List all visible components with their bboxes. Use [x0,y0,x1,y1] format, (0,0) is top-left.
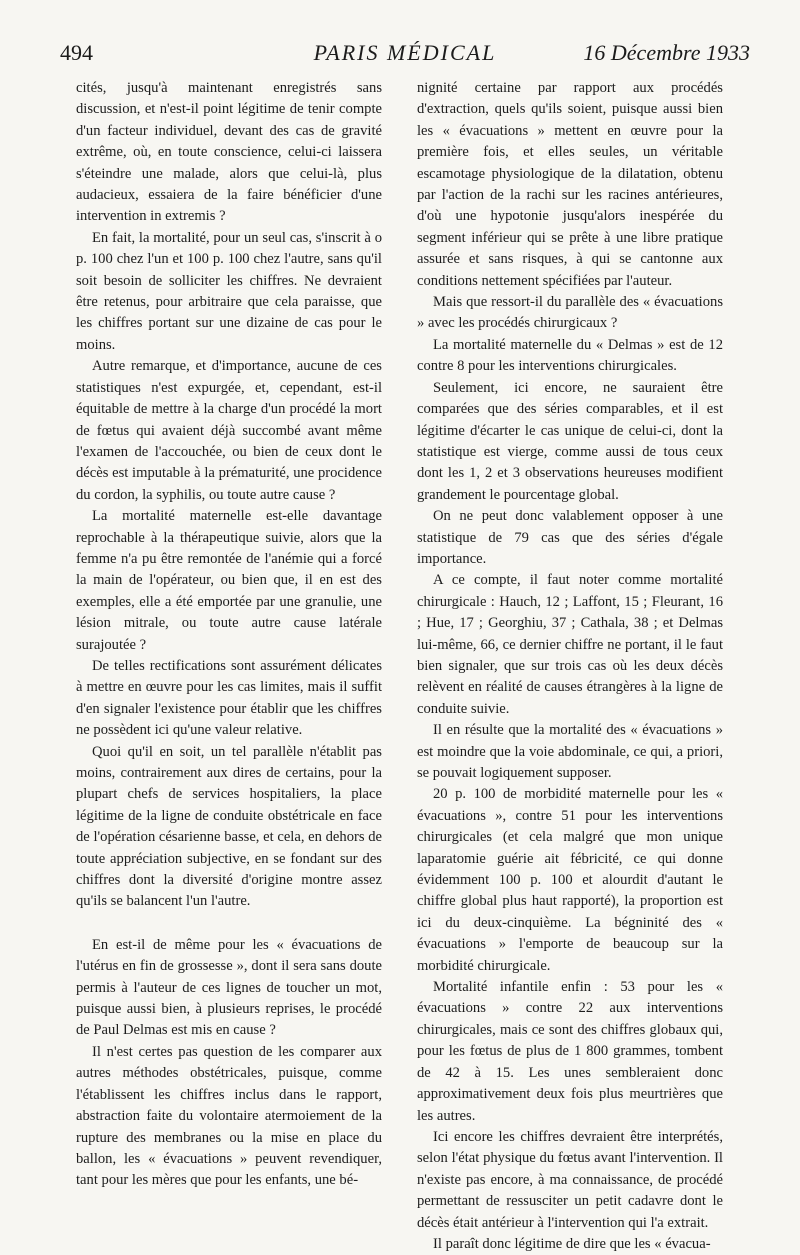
paragraph: Il en résulte que la mortalité des « évacuations » est moindre que la voie abdominale, ce qui, a priori, se pouvait logiquement supposer. [417,722,723,781]
paragraph: Il n'est certes pas question de les comparer aux autres méthodes obstétricales, puisque, comme l'établissent les chiffres inclus dans le rapport, abstraction faite du volontaire atermoiement de la rupture des membranes ou la mise en place du ballon, les « évacuations » peuvent revendiquer, tant pour les mères que pour les enfants, une bé- [76,1043,382,1189]
paragraph: Mais que ressort-il du parallèle des « évacuations » avec les procédés chirurgicaux ? [417,294,723,332]
paragraph: La mortalité maternelle du « Delmas » est de 12 contre 8 pour les interventions chirurgicales. [417,336,723,375]
paragraph: Autre remarque, et d'importance, aucune de ces statistiques n'est expurgée, et, cependant, est-il équitable de mettre à la charge d'un procédé la mort de fœtus qui avaient déjà succombé avant même l'examen de l'accouchée, ou bien de ceux dont le décès est imputable à la prématurité, une procidence du cordon, la syphilis, ou toute autre cause ? [76,358,382,503]
paragraph: 20 p. 100 de morbidité maternelle pour les « évacuations », contre 51 pour les interventions chirurgicales (et cela malgré que mon unique laparatomie guérie ait fébricité, ce qui donne évidemment 100 p. 100 et alourdit d'autant le chiffre global plus haut rapporté), la proportion est ici du deux-cinquième. La bégninité des « évacuations » l'emporte de beaucoup sur la morbidité chirurgicale. [417,786,723,974]
paragraph: De telles rectifications sont assurément délicates à mettre en œuvre pour les cas limites, mais il suffit d'en signaler l'existence pour établir que les chiffres ne possèdent ici qu'une valeur relative. [76,657,382,739]
paragraph: Ici encore les chiffres devraient être interprétés, selon l'état physique du fœtus avant l'intervention. Il n'existe pas encore, à ma connaissance, de procédé permettant de ressusciter un petit cadavre dont le décès était antérieur à l'intervention qui l'a extrait. [417,1128,723,1231]
paragraph: cités, jusqu'à maintenant enregistrés sans discussion, et n'est-il point légitime de tenir compte d'un facteur individuel, devant des cas de gravité extrême, où, en toute conscience, celui-ci laissera s'éteindre une malade, alors que celui-là, plus audacieux, essaiera de la faire bénéficier d'une intervention in extremis ? [76,80,382,225]
right-column [417,78,723,1255]
paragraph: Quoi qu'il en soit, un tel parallèle n'établit pas moins, contrairement aux dires de certains, pour la plupart chefs de services hospitaliers, la place légitime de la ligne de conduite obstétricale en face de l'opération césarienne basse, et cela, en dehors de toute appréciation subjective, en se fondant sur des chiffres dont la diversité d'origine montre assez qu'ils se balancent l'un l'autre. [76,743,382,910]
paragraph: A ce compte, il faut noter comme mortalité chirurgicale : Hauch, 12 ; Laffont, 15 ; Fleurant, 16 ; Hue, 17 ; Georghiu, 37 ; Cathala, 38 ; et Delmas lui-même, 66, ce dernier chiffre ne portant, il le faut bien signaler, que sur trois cas où les deux décès relèvent en réalité de causes étrangères à la ligne de conduite suivie. [417,572,723,717]
paragraph: En est-il de même pour les « évacuations de l'utérus en fin de grossesse », dont il sera sans doute permis à l'auteur de ces lignes de toucher un mot, puisque aussi bien, à plusieurs reprises, le procédé de Paul Delmas est mis en cause ? [76,936,382,1039]
page-number: 494 [60,40,93,65]
paragraph: En fait, la mortalité, pour un seul cas, s'inscrit à o p. 100 chez l'un et 100 p. 100 chez l'autre, sans qu'il soit besoin de solliciter les chiffres. Ne devraient être retenus, pour arbitraire que cela paraisse, que les chiffres portant sur une dizaine de cas pour le moins. [76,229,382,353]
paragraph: nignité certaine par rapport aux procédés d'extraction, quels qu'ils soient, puisque aussi bien les « évacuations » mettent en œuvre pour la première fois, et elles seules, un véritable escamotage physiologique de la dilatation, obtenu par l'action de la rachi sur les racines antérieures, d'où une hypotonie jusqu'alors inespérée du segment inférieur qui se prête à une libre pratique assurée et sans risques, à qui se cantonne aux conditions nettement spécifiées par l'auteur. [417,80,723,289]
paragraph: On ne peut donc valablement opposer à une statistique de 79 cas que des séries d'égale importance. [417,508,723,567]
page-header [60,40,750,66]
paragraph: Mortalité infantile enfin : 53 pour les « évacuations » contre 22 aux interventions chirurgicales, mais ce sont des chiffres globaux qui, pour les fœtus de plus de 1 800 grammes, tombent de 42 à 15. Les unes sembleraient donc approximativement deux fois plus meurtrières que les autres. [417,979,723,1124]
paragraph: Seulement, ici encore, ne sauraient être comparées que des séries comparables, et il est légitime d'écarter le cas unique de celui-ci, dont la statistique est vierge, comme aussi de tous ceux dont les 1, 2 et 3 observations heureuses modifient grandement le pourcentage global. [417,379,723,503]
issue-date: 16 Décembre 1933 [583,40,750,65]
left-column [76,78,382,1192]
journal-title: PARIS MÉDICAL [313,40,497,65]
paragraph: Il paraît donc légitime de dire que les « évacua- [433,1235,711,1252]
paragraph: La mortalité maternelle est-elle davantage reprochable à la thérapeutique suivie, alors que la femme n'a pu être remontée de l'anémie qui a forcé la main de l'opérateur, ou bien que, il en est des exemples, elle a été emportée par une granulie, une lésion mitrale, ou toute autre cause latérale surajoutée ? [76,508,382,653]
